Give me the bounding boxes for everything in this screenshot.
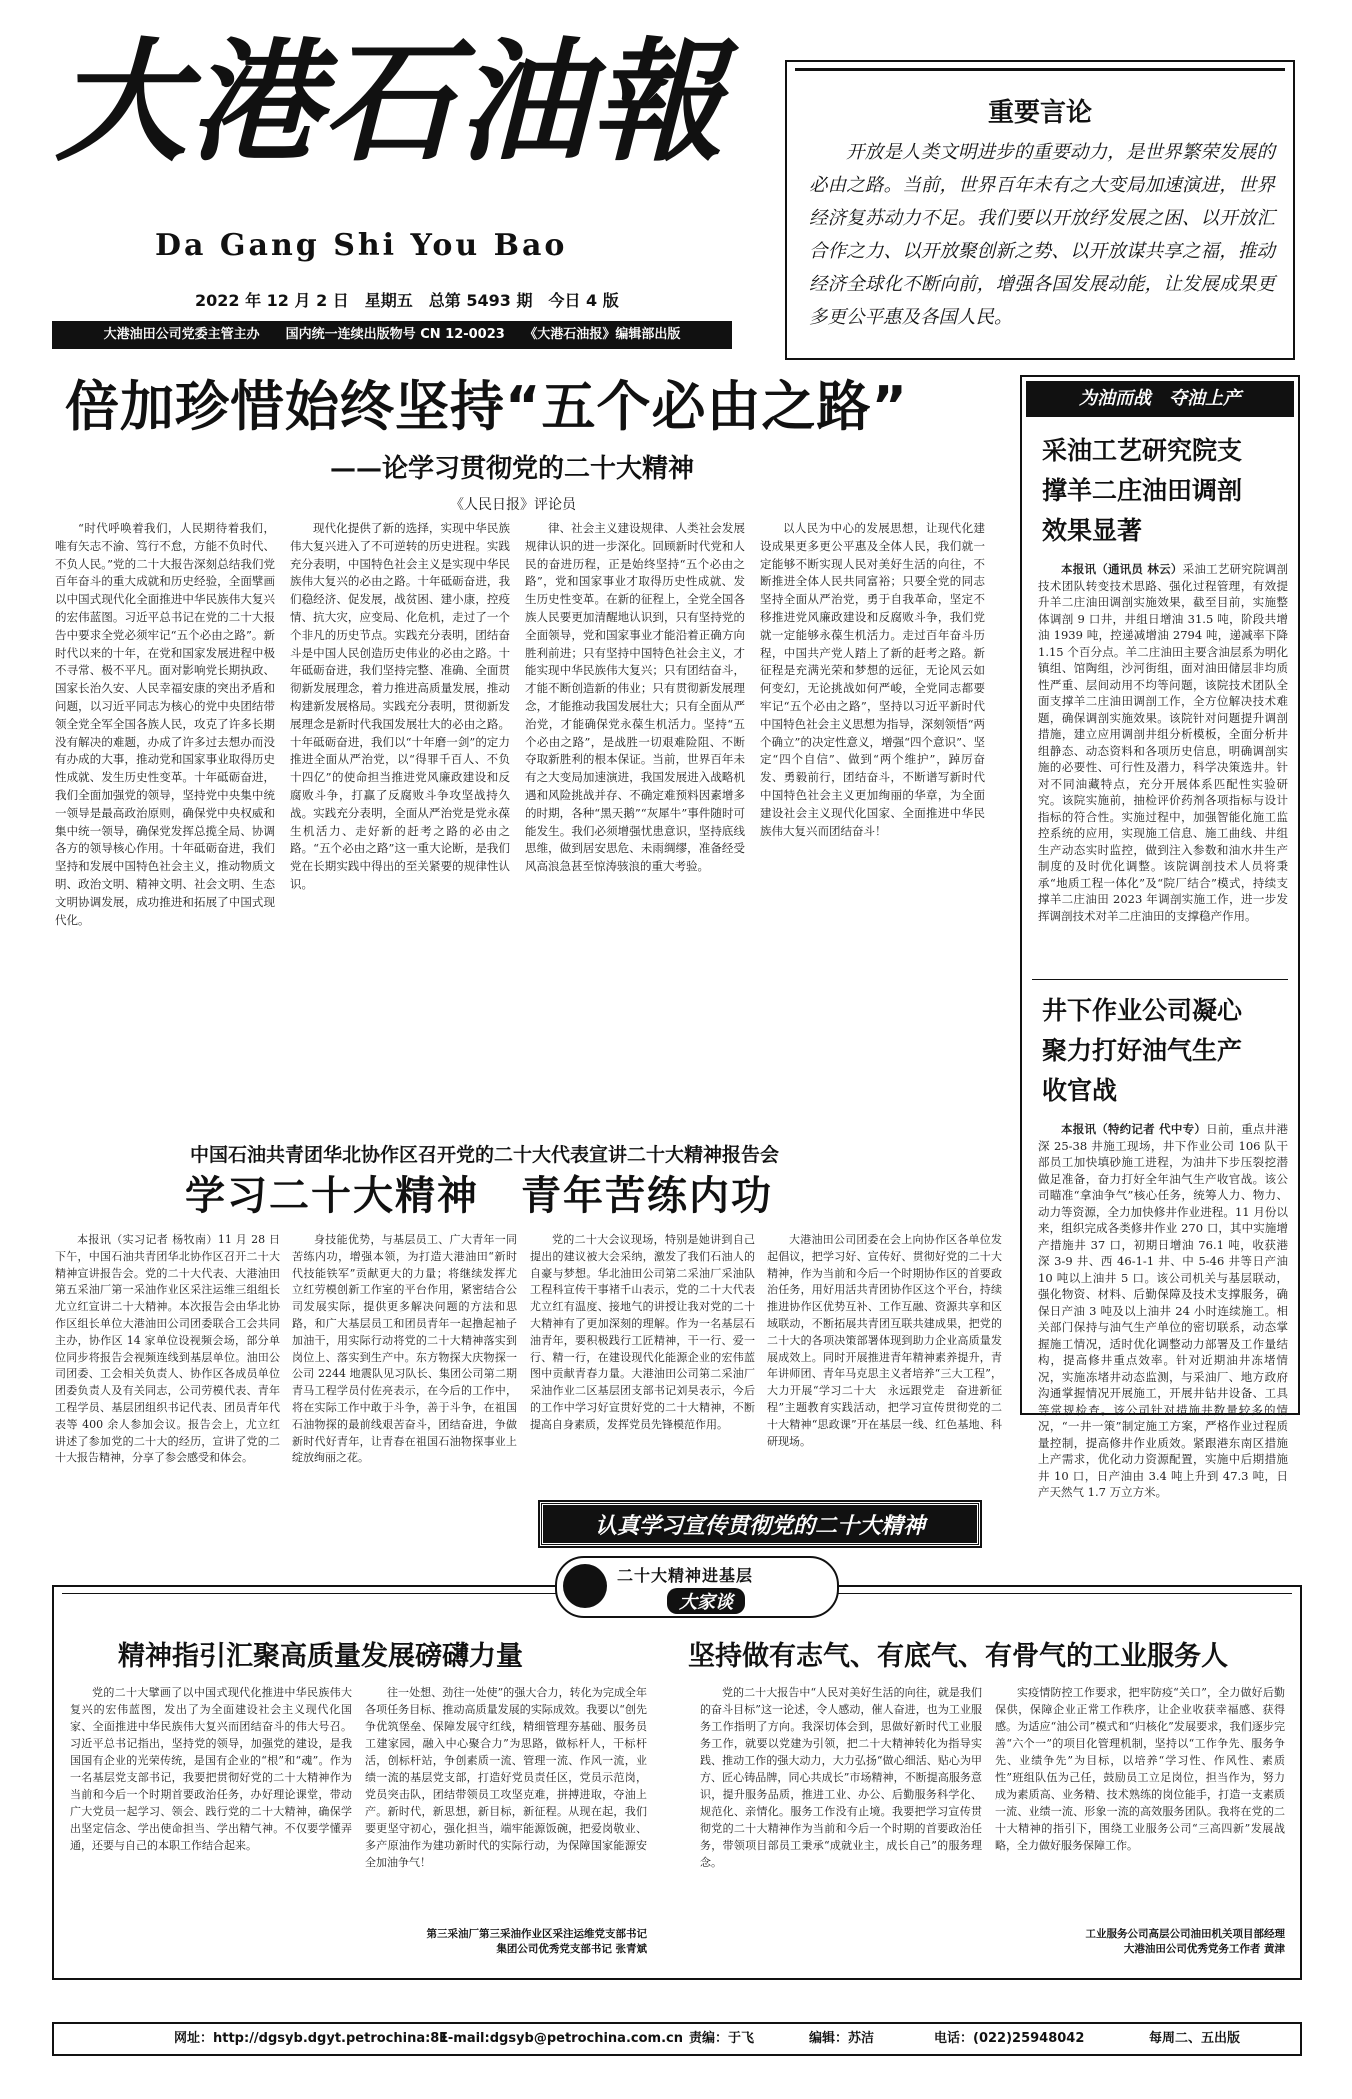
bottom-right-column-2: 实疫情防控工作要求，把牢防疫“关口”，全力做好后勤保供，保障企业正常工作秩序，让企业收获幸福感、获得感。为适应“油公司”模式和“归核化”发展要求，我们逐步完善“六个一”的项目化管理机制，坚持以“工作争先、服务争先、业绩争先”为目标，以培养“学习性、作风性、素质性”班组队伍为己任，鼓励员工立足岗位，担当作为，努力成为素质高、业务精、技术熟练的岗位能手，打造一支素质一流、业绩一流、形象一流的高效服务团队。我将在党的二十大精神的指引下，围绕工业服务公司“三高四新”发展战略，全力做好服务保障工作。 [995, 1686, 1285, 1852]
story2-title: 井下作业公司凝心聚力打好油气生产收官战 [1042, 996, 1243, 1105]
lead-headline: 倍加珍惜始终坚持“五个必由之路” [65, 375, 908, 438]
footer-editor: 责编：于飞 [689, 2031, 755, 2046]
story1-title: 采油工艺研究院支撑羊二庄油田调剖效果显著 [1042, 436, 1243, 545]
slogan-bar: 认真学习宣传贯彻党的二十大精神 [540, 1502, 980, 1546]
footer-website[interactable]: 网址：http://dgsyb.dgyt.petrochina:81 [174, 2031, 449, 2046]
lead-column-3: 律、社会主义建设规律、人类社会发展规律认识的进一步深化。回顾新时代党和人民的奋进历程，正是始终坚持“五个必由之路”，党和国家事业才取得历史性成就、发生历史性变革。在新的征程上，全党全国各族人民要更加清醒地认识到，只有坚持党的全面领导，党和国家事业才能沿着正确方向胜利前进；只有坚持中国特色社会主义，才能实现中华民族伟大复兴；只有团结奋斗，才能不断创造新的伟业；只有贯彻新发展理念，才能推动我国发展壮大；只有全面从严治党，才能确保党永葆生机活力。坚持“五个必由之路”，是战胜一切艰难险阻、不断夺取新胜利的根本保证。当前，世界百年未有之大变局加速演进，我国发展进入战略机遇和风险挑战并存、不确定难预料因素增多的时期，各种“黑天鹅”“灰犀牛”事件随时可能发生。我们必须增强忧患意识，坚持底线思维，做到居安思危、未雨绸缪，准备经受风高浪急甚至惊涛骇浪的重大考验。 [525, 521, 745, 874]
bottom-left-title: 精神指引汇聚高质量发展磅礴力量 [118, 1641, 523, 1672]
footer-issue-days: 每周二、五出版 [1149, 2031, 1241, 2046]
story2-body [1038, 1121, 1288, 1499]
footer-phone: 电话：(022)25948042 [934, 2031, 1085, 2046]
badge-label-top: 二十大精神进基层 [617, 1566, 754, 1585]
important-speech-box [785, 60, 1295, 360]
youth-column-2: 身技能优势，与基层员工、广大青年一同苦练内功，增强本领，为打造大港油田“新时代技能铁军”贡献更大的力量；将继续发挥尤立红劳模创新工作室的平台作用，紧密结合公司发展实际，提供更多解决问题的方法和思路，和广大基层员工和团员青年一起撸起袖子加油干，用实际行动将党的二十大精神落实到岗位上、落实到生产中。东方物探大庆物探一公司 2244 地震队见习队长、集团公司第二期青马工程学员付佐亮表示，在今后的工作中，将在实际工作中敢于斗争，善于斗争，在祖国石油物探的最前线艰苦奋斗，团结奋进，争做新时代好青年，让青春在祖国石油物探事业上绽放绚丽之花。 [292, 1233, 517, 1465]
important-speech-body: 开放是人类文明进步的重要动力，是世界繁荣发展的必由之路。当前，世界百年未有之大变局加速演进，世界经济复苏动力不足。我们要以开放纾发展之困、以开放汇合作之力、以开放聚创新之势、以开放谋共享之福，推动经济全球化不断向前，增强各国发展动能，让发展成果更多更公平惠及各国人民。 [809, 142, 1275, 328]
right-banner: 为油而战 夺油上产 [1026, 381, 1294, 417]
youth-column-3: 党的二十大会议现场，特别是她讲到自己提出的建议被大会采纳，激发了我们石油人的自豪与梦想。华北油田公司第二采油厂采油队工程科宣传干事褚千山表示，党的二十大代表尤立红有温度、接地气的讲授让我对党的二十大精神有了更加深刻的理解。作为一名基层石油青年，要积极践行工匠精神，干一行、爱一行、精一行，在建设现代化能源企业的宏伟蓝图中贡献青春力量。大港油田公司第二采油厂采油作业二区基层团支部书记刘昊表示，今后的工作中学习好宣贯好党的二十大精神，不断提高自身素质，发挥党员先锋模范作用。 [530, 1233, 755, 1431]
bottom-right-signature: 工业服务公司高层公司油田机关项目部经理 大港油田公司优秀党务工作者 黄津 [1085, 1928, 1285, 1955]
bottom-header-badge [555, 1556, 839, 1618]
right-column-box [1020, 375, 1300, 1499]
lead-column-4: 以人民为中心的发展思想，让现代化建设成果更多更公平惠及全体人民，我们就一定能够不断实现人民对美好生活的向往，不断推进全体人民共同富裕；只要全党的同志坚持全面从严治党，勇于自我革命，坚定不移推进党风廉政建设和反腐败斗争，我们党就一定能够永葆生机活力。走过百年奋斗历程，中国共产党人踏上了新的赶考之路。新征程是充满光荣和梦想的远征，无论风云如何变幻，无论挑战如何严峻，全党同志都要牢记“五个必由之路”，坚持以习近平新时代中国特色社会主义思想为指导，深刻领悟“两个确立”的决定性意义，增强“四个意识”、坚定“四个自信”、做到“两个维护”，踔厉奋发、勇毅前行，团结奋斗，不断谱写新时代中国特色社会主义更加绚丽的华章，为全面建设社会主义现代化国家、全面推进中华民族伟大复兴而团结奋斗！ [760, 521, 985, 838]
footer-bar [52, 2022, 1302, 2056]
bottom-left-column-1: 党的二十大擘画了以中国式现代化推进中华民族伟大复兴的宏伟蓝图，发出了为全面建设社会主义现代化国家、全面推进中华民族伟大复兴而团结奋斗的伟大号召。习近平总书记指出，坚持党的领导，加强党的建设，是我国国有企业的光荣传统，是国有企业的“根”和“魂”。作为一名基层党支部书记，我要把贯彻好党的二十大精神作为当前和今后一个时期首要政治任务，办好理论课堂，带动广大党员一起学习、领会、践行党的二十大精神，确保学出坚定信念、学出使命担当、学出精气神。不仅要学懂弄通，还要与自己的本职工作结合起来。 [70, 1686, 352, 1852]
lead-byline: 《人民日报》评论员 [450, 497, 576, 513]
footer-email[interactable]: E-mail:dgsyb@petrochina.com.cn [439, 2031, 683, 2046]
date-line: 2022 年 12 月 2 日 星期五 总第 5493 期 今日 4 版 [195, 291, 619, 310]
lead-subheadline: ——论学习贯彻党的二十大精神 [330, 454, 695, 484]
story2-byline: 本报讯（特约记者 代中专） [1061, 1122, 1207, 1136]
story1-body [1038, 561, 1288, 971]
story1-byline: 本报讯（通讯员 林云） [1061, 562, 1183, 576]
youth-column-4: 大港油田公司团委在会上向协作区各单位发起倡议，把学习好、宣传好、贯彻好党的二十大精神，作为当前和今后一个时期协作区的首要政治任务，用好用活共青团协作区这个平台，持续推进协作区优势互补、工作互融、资源共享和区域联动，不断拓展共青团互联共建成果，把党的二十大的各项决策部署体现到助力企业高质量发展成效上。同时开展推进青年精神素养提升，青年讲师团、青年马克思主义者培养“三大工程”，大力开展“学习二十大 永远跟党走 奋进新征程”主题教育实践活动，把学习宣传贯彻党的二十大精神“思政课”开在基层一线、红色基地、科研现场。 [767, 1233, 1002, 1448]
logo-pinyin: Da Gang Shi You Bao [155, 228, 568, 263]
youth-kicker: 中国石油共青团华北协作区召开党的二十大代表宣讲二十大精神报告会 [190, 1144, 780, 1166]
publisher-bar: 大港油田公司党委主管主办 国内统一连续出版物号 CN 12-0023 《大港石油报》编辑部出版 [52, 321, 732, 349]
lead-column-2: 现代化提供了新的选择，实现中华民族伟大复兴进入了不可逆转的历史进程。实践充分表明，中国特色社会主义是实现中华民族伟大复兴的必由之路。十年砥砺奋进，我们稳经济、促发展，战贫困、建小康，控疫情、抗大灾，应变局、化危机，走过了一个个非凡的历史节点。实践充分表明，团结奋斗是中国人民创造历史伟业的必由之路。十年砥砺奋进，我们坚持完整、准确、全面贯彻新发展理念，着力推进高质量发展，推动构建新发展格局。实践充分表明，贯彻新发展理念是新时代我国发展壮大的必由之路。十年砥砺奋进，我们以“十年磨一剑”的定力推进全面从严治党，以“得罪千百人、不负十四亿”的使命担当推进党风廉政建设和反腐败斗争，打赢了反腐败斗争攻坚战持久战。实践充分表明，全面从严治党是党永葆生机活力、走好新的赶考之路的必由之路。“五个必由之路”这一重大论断，是我们党在长期实践中得出的至关紧要的规律性认识。 [290, 521, 510, 891]
bottom-right-column-1: 党的二十大报告中“人民对美好生活的向往，就是我们的奋斗目标”这一论述，令人感动，催人奋进，也为工业服务工作指明了方向。我深切体会到，思做好新时代工业服务工作，就要以党建为引领，把二十大精神转化为指导实践、推动工作的强大动力，大力弘扬“做心细活、贴心为甲方、匠心铸品牌，同心共成长”市场精神，不断提高服务意识，提升服务品质，推进工业、办公、后勤服务科学化、规范化、亲情化。服务工作没有止境。我要把学习宣传贯彻党的二十大精神作为当前和今后一个时期的首要政治任务，带领项目部员工秉承“成就业主，成长自己”的服务理念。 [700, 1686, 982, 1869]
badge-figure-icon [563, 1564, 607, 1608]
badge-label-bottom: 大家谈 [667, 1588, 745, 1614]
story1-text: 采油工艺研究院调剖技术团队转变技术思路、强化过程管理，有效提升羊二庄油田调剖实施效果，截至目前，实施整体调剖 9 口井，井组日增油 31.5 吨，阶段共增油 1939 吨，控递减增油 2794 吨，递减率下降 1.15 个百分点。羊二庄油田主要含油层系为明化镇组、馆陶组，沙河街组，面对油田储层非均质性严重、层间动用不均等问题，该院技术团队全面支撑羊二庄油田调剖工作，全方位解决技术难题，确保调剖实施效果。该院针对问题提升调剖措施，建立应用调剖井组分析模板，全面分析井组静态、动态资料和各项历史信息，明确调剖实施的必要性、可行性及潜力，科学决策选井。针对不同油藏特点，充分开展体系匹配性实验研究。该院实施前，抽检评价药剂各项指标与设计指标的符合性。实施过程中，加强智能化施工监控系统的应用，实现施工信息、施工曲线、井组生产动态实时监控，做到注入参数和油水井生产制度的及时优化调整。该院调剖技术人员将秉承“地质工程一体化”及“院厂结合”模式，持续支撑羊二庄油田 2023 年调剖实施工作，进一步发挥调剖技术对羊二庄油田的支撑稳产作用。 [1038, 562, 1288, 923]
story2-text: 日前，重点井港深 25-38 井施工现场，井下作业公司 106 队干部员工加快填砂施工进程，为油井下步压裂挖潜做足准备，奋力打好全年油气生产收官战。该公司瞄准“拿油争气”核心任务，统筹人力、物力、动力等资源，全力加快修井作业进程。11 月份以来，组织完成各类修井作业 270 口，其中实施增产措施井 37 口，初期日增油 76.1 吨，收获港深 3-9 井、西 46-1-1 井、中 5-46 井等日产油 10 吨以上油井 5 口。该公司机关与基层联动，强化物资、材料、后勤保障及技术支撑服务，确保日产油 3 吨及以上油井 24 小时连续施工。相关部门保持与油气生产单位的密切联系，动态掌握施工情况，适时优化调整动力部署及工作量结构，提高修井重点效率。针对近期油井冻堵情况，实施冻堵井动态监测，与采油厂、地方政府沟通掌握情况开展施工，开展井钻井设备、工具等常规检查。该公司针对措施井数量较多的情况，“一井一策”制定施工方案，严格作业过程质量控制，提高修井作业质效。紧跟港东南区措施上产需求，优化动力资源配置，实施中后期措施井 10 口，日产油由 3.4 吨上升到 47.3 吨，日产天然气 1.7 万立方米。 [1038, 1122, 1288, 1499]
masthead-logo [55, 25, 725, 263]
bottom-right-title: 坚持做有志气、有底气、有骨气的工业服务人 [688, 1641, 1228, 1672]
lead-column-1: “时代呼唤着我们，人民期待着我们，唯有矢志不渝、笃行不怠，方能不负时代、不负人民。”党的二十大报告深刻总结我们党百年奋斗的重大成就和历史经验，全面擘画以中国式现代化全面推进中华民族伟大复兴的宏伟蓝图。习近平总书记在党的二十大报告中要求全党必须牢记“五个必由之路”。新时代以来的十年，在党和国家发展进程中极不寻常、极不平凡。面对影响党长期执政、国家长治久安、人民幸福安康的突出矛盾和问题，以习近平同志为核心的党中央团结带领全党全军全国各族人民，攻克了许多长期没有解决的难题，办成了许多过去想办而没有办成的大事，推动党和国家事业取得历史性成就、发生历史性变革。十年砥砺奋进，我们全面加强党的领导，坚持党中央集中统一领导是最高政治原则，确保党中央权威和集中统一领导，确保党发挥总揽全局、协调各方的领导核心作用。十年砥砺奋进，我们坚持和发展中国特色社会主义，推动物质文明、政治文明、精神文明、社会文明、生态文明协调发展，成功推进和拓展了中国式现代化。 [55, 521, 275, 927]
bottom-left-column-2: 往一处想、劲往一处使”的强大合力，转化为完成全年各项任务目标、推动高质量发展的实际成效。我要以“创先争优筑堡垒、保障发展守红线，精细管理夯基础、服务员工建家园，融入中心聚合力”为思路，做标杆人，干标杆活，创标杆站，争创素质一流、管理一流、作风一流，业绩一流的基层党支部，打造好党员责任区，党员示范岗，党员突击队，团结带领员工攻坚克难，拼搏进取，夺油上产。新时代，新思想，新目标，新征程。从现在起，我们要更坚守初心，强化担当，端牢能源饭碗，把爱岗敬业、多产原油作为建功新时代的实际行动，为保障国家能源安全加油争气！ [365, 1686, 647, 1869]
footer-copyeditor: 编辑：苏洁 [809, 2031, 875, 2046]
youth-column-1: 本报讯（实习记者 杨牧南）11 月 28 日下午，中国石油共青团华北协作区召开二十大精神宣讲报告会。党的二十大代表、大港油田第五采油厂第一采油作业区采注运维三组组长尤立红宣讲二十大精神。本次报告会由华北协作区组长单位大港油田公司团委联合工会共同主办，协作区 14 家单位设视频会场，部分单位同步将报告会视频连线到基层单位。油田公司团委、工会相关负责人、协作区各成员单位团委负责人及有关同志，公司劳模代表、青年工程学员、基层团组织书记代表、团员青年代表等 400 余人参加会议。报告会上，尤立红讲述了参加党的二十大的经历，宣讲了党的二十大报告精神，分享了参会感受和体会。 [55, 1233, 280, 1465]
youth-headline: 学习二十大精神 青年苦练内功 [185, 1173, 773, 1219]
logo-text: 大港石油報 [55, 25, 725, 180]
important-speech-title: 重要言论 [987, 98, 1092, 128]
bottom-left-signature: 第三采油厂第三采油作业区采注运维党支部书记 集团公司优秀党支部书记 张青斌 [426, 1928, 647, 1955]
